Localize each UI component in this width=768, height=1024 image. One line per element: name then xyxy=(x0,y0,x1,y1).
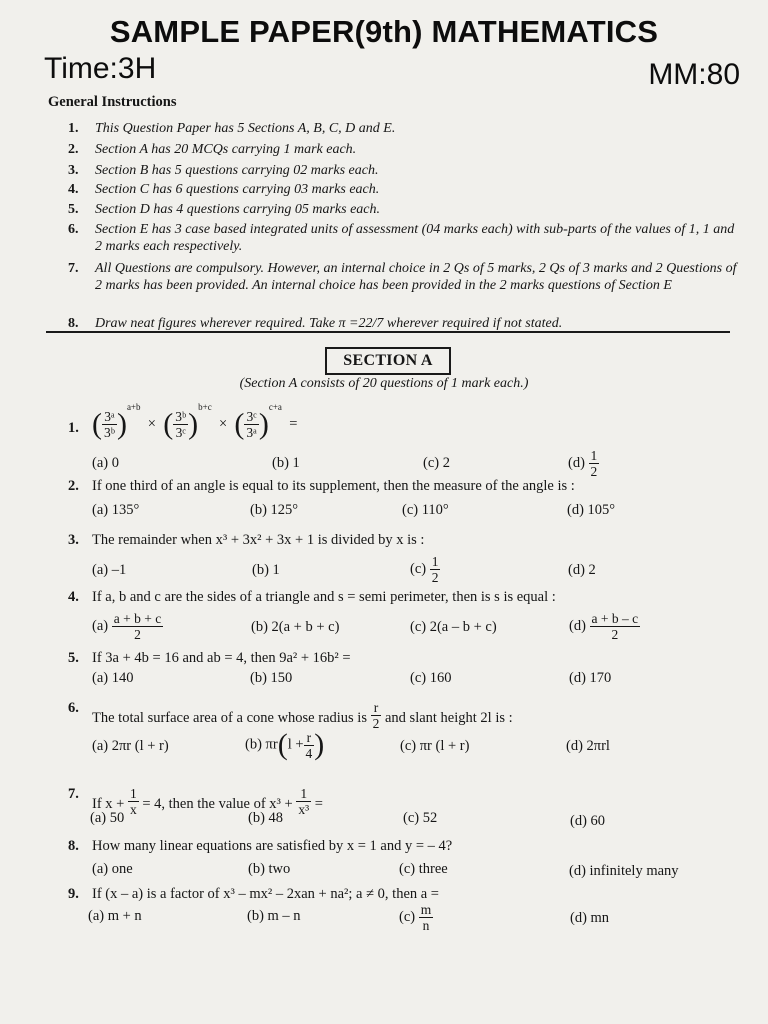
option-b: (b) m – n xyxy=(247,908,301,924)
question-text-part: = xyxy=(314,796,323,812)
instruction-item xyxy=(68,120,738,137)
option-a: (a) m + n xyxy=(88,908,142,924)
fraction xyxy=(589,448,600,479)
fraction xyxy=(296,786,311,817)
exponent: c+a xyxy=(268,402,282,412)
option-b: (b) 2(a + b + c) xyxy=(251,619,340,635)
option-a: (a) 2πr (l + r) xyxy=(92,738,169,754)
option-label: (d) xyxy=(568,454,585,471)
option-c xyxy=(399,902,433,933)
fraction xyxy=(173,409,188,440)
option-label: (c) xyxy=(410,560,427,577)
option-c: (c) 52 xyxy=(403,810,438,826)
instruction-text: Section A has 20 MCQs carrying 1 mark each. xyxy=(95,142,357,157)
question-text-part: = 4, then the value of x³ + xyxy=(142,796,293,812)
instruction-number: 3. xyxy=(68,163,79,178)
fraction-numerator: r xyxy=(304,730,315,746)
instruction-number: 5. xyxy=(68,202,79,217)
fraction-denominator: 2 xyxy=(611,627,619,642)
fraction xyxy=(128,786,139,817)
option-a: (a) 50 xyxy=(90,810,125,826)
paren-close: ) xyxy=(188,407,199,441)
exponent: b+c xyxy=(198,402,212,412)
paren-open: ( xyxy=(92,407,102,441)
fraction xyxy=(590,611,641,642)
question-text-part: and slant height 2l is : xyxy=(384,710,513,726)
instruction-number: 2. xyxy=(68,142,79,157)
fraction xyxy=(430,554,441,585)
option-c: (c) 160 xyxy=(410,670,452,686)
fraction-denominator: n xyxy=(422,918,430,933)
paper-title: SAMPLE PAPER(9th) MATHEMATICS xyxy=(109,14,659,49)
fraction-denominator: 4 xyxy=(305,745,313,761)
paren-close: ) xyxy=(314,728,325,761)
instruction-number: 6. xyxy=(68,222,79,237)
question-number: 7. xyxy=(68,786,79,802)
option-a: (a) 0 xyxy=(92,455,119,471)
option-d: (d) 2 xyxy=(568,562,596,578)
question-text-part: If x + xyxy=(92,796,125,812)
times-sign: × xyxy=(218,416,228,432)
option-c xyxy=(410,554,440,585)
fraction-denominator: x xyxy=(129,802,137,817)
question-number: 3. xyxy=(68,532,79,548)
fraction-denominator: 2 xyxy=(134,627,141,642)
fraction xyxy=(112,611,163,642)
option-c: (c) 2 xyxy=(423,455,450,471)
option-d: (d) 105° xyxy=(567,502,616,518)
instruction-number: 1. xyxy=(68,121,79,136)
fraction-numerator: m xyxy=(420,902,432,917)
question-text xyxy=(92,786,323,817)
paren-close: ) xyxy=(116,407,127,441)
general-instructions-title: General Instructions xyxy=(48,94,177,110)
fraction-numerator: 1 xyxy=(129,786,137,801)
option-b: (b) 48 xyxy=(248,810,284,826)
instruction-item xyxy=(68,260,738,294)
section-heading: SECTION A xyxy=(343,352,433,369)
equals-sign: = xyxy=(289,416,298,432)
option-label: (b) πr xyxy=(245,736,278,753)
instruction-text: All Questions are compulsory. However, an internal choice in 2 Qs of 5 marks, 2 Qs of 3 marks and 2 Questions of 2 marks has been provided. An internal choice has been provided in the 2 marks questions of Section E xyxy=(95,261,737,293)
times-sign: × xyxy=(147,416,156,432)
instruction-text: Section B has 5 questions carrying 02 marks each. xyxy=(95,163,379,178)
instruction-item xyxy=(68,221,738,255)
question-1-expression xyxy=(92,402,297,442)
question-number: 6. xyxy=(68,700,79,716)
fraction-denominator: x³ xyxy=(298,802,310,817)
fraction-numerator: r xyxy=(371,700,382,716)
option-label: (d) xyxy=(569,617,586,634)
option-c: (c) three xyxy=(399,861,448,877)
question-number: 9. xyxy=(68,886,79,902)
option-a xyxy=(92,611,163,642)
question-number: 5. xyxy=(68,650,79,666)
question-number: 8. xyxy=(68,838,79,854)
question-text-part: The total surface area of a cone whose radius is xyxy=(92,710,367,726)
option-c: (c) πr (l + r) xyxy=(400,738,470,754)
option-a: (a) 135° xyxy=(92,502,140,518)
fraction-denominator: 3ᶜ xyxy=(175,425,186,441)
fraction-numerator: 3ᵃ xyxy=(102,409,117,425)
option-b: (b) 1 xyxy=(272,455,300,471)
option-a: (a) –1 xyxy=(92,562,127,578)
option-b: (b) 150 xyxy=(250,670,293,686)
fraction-numerator: 1 xyxy=(431,554,439,569)
option-a: (a) 140 xyxy=(92,670,134,686)
question-number: 1. xyxy=(68,420,79,436)
max-marks-label: MM:80 xyxy=(648,58,740,91)
instruction-number: 4. xyxy=(68,182,79,197)
option-c: (c) 110° xyxy=(402,502,449,518)
instruction-item xyxy=(68,141,738,158)
option-label: (c) xyxy=(399,908,416,925)
question-text: If (x – a) is a factor of x³ – mx² – 2xan + na²; a ≠ 0, then a = xyxy=(92,886,439,902)
option-d: (d) infinitely many xyxy=(569,863,679,879)
paren-open: ( xyxy=(277,728,288,761)
paren-open: ( xyxy=(163,407,174,441)
option-d: (d) mn xyxy=(570,910,610,926)
instruction-item xyxy=(68,181,738,198)
fraction-denominator: 2 xyxy=(372,716,380,731)
option-b xyxy=(245,728,324,762)
option-a: (a) one xyxy=(92,861,133,877)
fraction-numerator: a + b – c xyxy=(591,611,639,626)
question-text: The remainder when x³ + 3x² + 3x + 1 is divided by x is : xyxy=(92,532,425,548)
time-label: Time:3H xyxy=(44,52,157,85)
option-d xyxy=(569,611,640,642)
section-heading-box xyxy=(325,347,451,375)
fraction-numerator: 1 xyxy=(296,786,311,802)
option-c: (c) 2(a – b + c) xyxy=(410,619,497,635)
fraction xyxy=(419,902,434,933)
option-b: (b) 125° xyxy=(250,502,299,518)
paren-open: ( xyxy=(234,407,245,441)
fraction xyxy=(244,409,258,440)
option-d xyxy=(568,448,599,479)
section-divider xyxy=(46,331,730,333)
fraction-denominator: 3ᵇ xyxy=(104,425,115,441)
instruction-number: 7. xyxy=(68,261,79,276)
fraction-denominator: 2 xyxy=(431,570,439,585)
expression-part: l + xyxy=(287,736,304,753)
instruction-text: Section C has 6 questions carrying 03 marks each. xyxy=(95,182,380,197)
section-note: (Section A consists of 20 questions of 1 mark each.) xyxy=(239,376,529,391)
option-d: (d) 2πrl xyxy=(566,738,610,754)
fraction-denominator: 2 xyxy=(590,464,598,479)
instruction-text: Draw neat figures wherever required. Take π =22/7 wherever required if not stated. xyxy=(95,316,563,331)
option-b: (b) 1 xyxy=(252,562,280,578)
question-text: If a, b and c are the sides of a triangle and s = semi perimeter, then is s is equal : xyxy=(92,589,556,605)
question-text xyxy=(92,700,513,731)
instruction-text: Section E has 3 case based integrated units of assessment (04 marks each) with sub-parts of the values of 1, 1 and 2 marks each respectively. xyxy=(95,222,735,254)
question-number: 2. xyxy=(68,478,79,494)
option-label: (a) xyxy=(92,617,109,634)
question-text: If one third of an angle is equal to its supplement, then the measure of the angle is : xyxy=(92,478,575,494)
instruction-text: This Question Paper has 5 Sections A, B, C, D and E. xyxy=(95,121,396,136)
question-text: If 3a + 4b = 16 and ab = 4, then 9a² + 16b² = xyxy=(92,650,351,666)
instruction-item xyxy=(68,315,738,332)
option-b: (b) two xyxy=(248,861,291,877)
question-number: 4. xyxy=(68,589,79,605)
fraction xyxy=(304,730,315,761)
fraction-numerator: a + b + c xyxy=(113,611,162,626)
exponent: a+b xyxy=(126,402,141,412)
fraction-numerator: 1 xyxy=(590,448,598,463)
fraction xyxy=(371,700,382,731)
fraction-numerator: 3ᶜ xyxy=(244,409,258,425)
fraction xyxy=(102,409,117,440)
fraction-denominator: 3ᵃ xyxy=(246,425,257,441)
fraction-numerator: 3ᵇ xyxy=(175,409,187,425)
paren-close: ) xyxy=(258,407,269,441)
option-d: (d) 60 xyxy=(570,813,606,829)
option-d: (d) 170 xyxy=(569,670,612,686)
instruction-number: 8. xyxy=(68,316,79,331)
instruction-item xyxy=(68,162,738,179)
instruction-text: Section D has 4 questions carrying 05 marks each. xyxy=(95,202,381,217)
question-text: How many linear equations are satisfied by x = 1 and y = – 4? xyxy=(92,838,453,854)
instruction-item xyxy=(68,201,738,218)
